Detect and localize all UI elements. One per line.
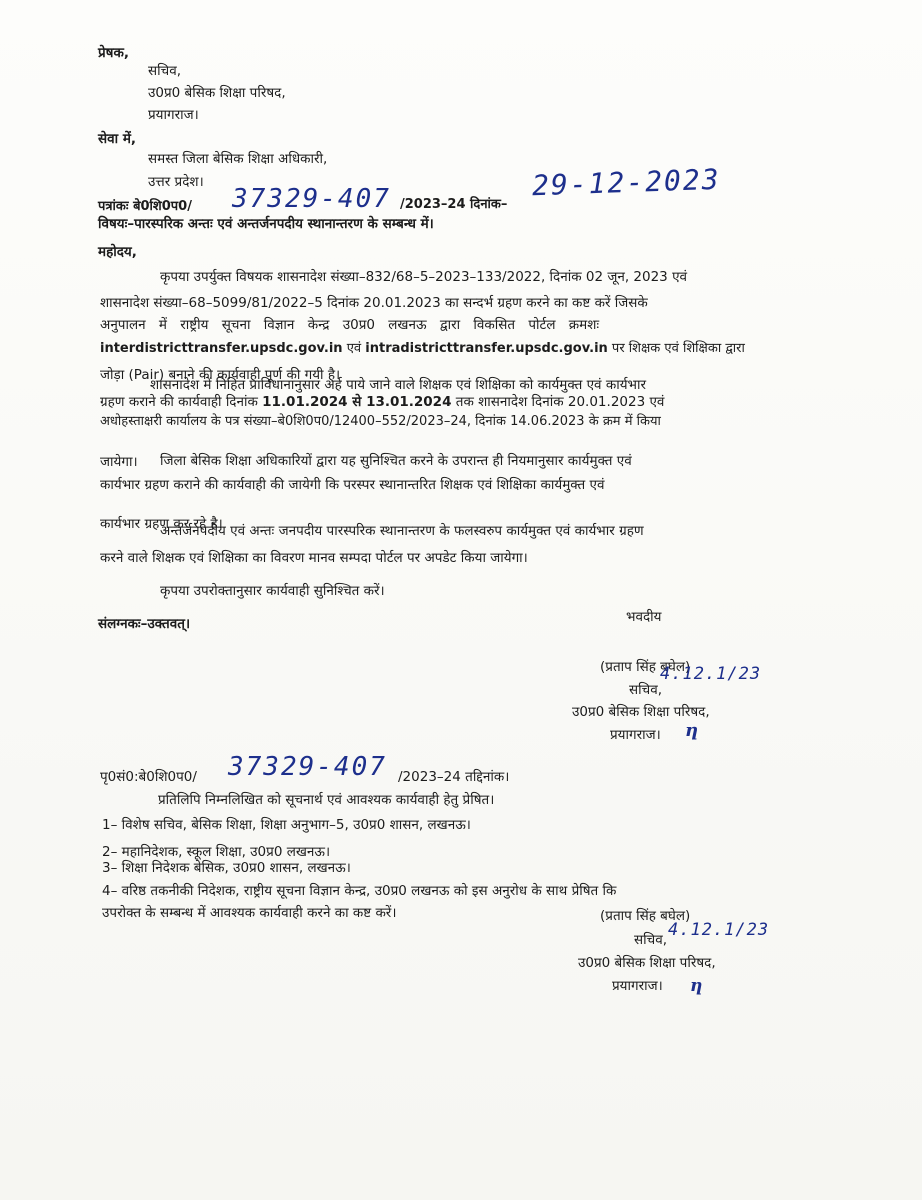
recipient-line-1: समस्त जिला बेसिक शिक्षा अधिकारी,	[148, 151, 328, 167]
signatory-city: प्रयागराज।	[610, 727, 661, 743]
copy-item-3: 3– शिक्षा निदेशक बेसिक, उ0प्र0 शासन, लखनऊ।	[102, 860, 351, 876]
sender-label: प्रेषक,	[98, 45, 129, 61]
para2-line-2-start: ग्रहण कराने की कार्यवाही दिनांक	[100, 394, 263, 410]
para1-line-1: कृपया उपर्युक्त विषयक शासनादेश संख्या–832/68–5–2023–133/2022, दिनांक 02 जून, 2023 एवं	[160, 269, 688, 285]
copy-item-4: 4– वरिष्ठ तकनीकी निदेशक, राष्ट्रीय सूचना विज्ञान केन्द्र, उ0प्र0 लखनऊ को इस अनुरोध के साथ प्रेषित कि	[102, 883, 617, 899]
transfer-date-range: 11.01.2024 से 13.01.2024	[262, 394, 452, 410]
signatory-name: (प्रताप सिंह बघेल)	[600, 659, 691, 675]
letter-ref-suffix: /2023–24 दिनांक–	[400, 197, 508, 212]
para1-line-5: जोड़ा (Pair) बनाने की कार्यवाही पूर्ण की गयी है।	[100, 367, 341, 383]
para3-line-1: जिला बेसिक शिक्षा अधिकारियों द्वारा यह सुनिश्चित करने के उपरान्त ही नियमानुसार कार्यमुक्त एवं	[160, 453, 632, 469]
para1-line-4-mid: एवं	[342, 341, 366, 356]
url-intradistrict: intradistricttransfer.upsdc.gov.in	[365, 341, 608, 356]
signatory-org-2: उ0प्र0 बेसिक शिक्षा परिषद,	[578, 955, 716, 971]
copy-item-4-cont: उपरोक्त के सम्बन्ध में आवश्यक कार्यवाही करने का कष्ट करें।	[102, 905, 397, 921]
subject-line: विषयः–पारस्परिक अन्तः एवं अन्तर्जनपदीय स्थानान्तरण के सम्बन्ध में।	[98, 216, 434, 232]
signatory-name-2: (प्रताप सिंह बघेल)	[600, 908, 691, 924]
handwritten-letter-number: 37329-407	[232, 184, 391, 214]
copy-item-1: 1– विशेष सचिव, बेसिक शिक्षा, शिक्षा अनुभाग–5, उ0प्र0 शासन, लखनऊ।	[102, 817, 471, 833]
para1-line-4-tail: पर शिक्षक एवं शिक्षिका द्वारा	[607, 341, 745, 356]
handwritten-endorsement-number: 37329-407	[228, 752, 387, 782]
signatory-title: सचिव,	[629, 682, 662, 698]
para2-line-4: जायेगा।	[100, 454, 138, 470]
para2-line-1: शासनादेश में निहित प्राविधानानुसार अर्ह पाये जाने वाले शिक्षक एवं शिक्षिका को कार्यमुक्त एवं कार्यभार	[150, 377, 647, 393]
signature-initial-mark: ƞ	[685, 720, 699, 741]
copy-intro: प्रतिलिपि निम्नलिखित को सूचनार्थ एवं आवश्यक कार्यवाही हेतु प्रेषित।	[158, 792, 495, 808]
handwritten-letter-date: 29-12-2023	[531, 162, 722, 203]
sender-line-3: प्रयागराज।	[148, 107, 199, 123]
recipient-label: सेवा में,	[98, 131, 137, 147]
para1-line-2: शासनादेश संख्या–68–5099/81/2022–5 दिनांक 20.01.2023 का सन्दर्भ ग्रहण करने का कष्ट करें जिसके	[100, 295, 648, 311]
signature-initial-mark-2: ƞ	[690, 976, 703, 996]
para1-line-4	[100, 340, 745, 358]
url-interdistrict: interdistricttransfer.upsdc.gov.in	[100, 341, 343, 356]
sender-line-1: सचिव,	[148, 63, 181, 79]
signatory-title-2: सचिव,	[634, 932, 667, 948]
signatory-org: उ0प्र0 बेसिक शिक्षा परिषद,	[572, 704, 710, 720]
para3-line-2: कार्यभार ग्रहण कराने की कार्यवाही की जायेगी कि परस्पर स्थानान्तरित शिक्षक एवं शिक्षिका कार्यमुक्त एवं	[100, 477, 605, 493]
endorsement-ref-suffix: /2023–24 तद्दिनांक।	[398, 769, 510, 785]
copy-item-2: 2– महानिदेशक, स्कूल शिक्षा, उ0प्र0 लखनऊ।	[102, 844, 331, 860]
para2-line-3: अधोहस्ताक्षरी कार्यालय के पत्र संख्या–बे0शि0प0/12400–552/2023–24, दिनांक 14.06.2023 के क्रम में किया	[100, 414, 661, 429]
signature-date-handwritten-2: 4.12.1/23	[668, 920, 770, 940]
letter-ref-prefix: पत्रांकः बे0शि0प0/	[98, 199, 192, 214]
para2-line-2	[100, 393, 664, 411]
enclosure-note: संलग्नकः–उक्तवत्।	[98, 616, 191, 632]
para3-line-3: कार्यभार ग्रहण कर रहे है।	[100, 516, 223, 532]
para4-line-2: करने वाले शिक्षक एवं शिक्षिका का विवरण मानव सम्पदा पोर्टल पर अपडेट किया जायेगा।	[100, 550, 528, 566]
para1-line-3: अनुपालन में राष्ट्रीय सूचना विज्ञान केन्द्र उ0प्र0 लखनऊ द्वारा विकसित पोर्टल क्रमशः	[100, 317, 600, 333]
closing: भवदीय	[626, 609, 662, 625]
endorsement-ref-prefix: पृ0सं0:बे0शि0प0/	[100, 769, 197, 785]
signature-date-handwritten: 4.12.1/23	[660, 664, 762, 684]
signatory-city-2: प्रयागराज।	[612, 978, 663, 994]
para5: कृपया उपरोक्तानुसार कार्यवाही सुनिश्चित करें।	[160, 583, 385, 599]
para4-line-1: अन्तर्जनपदीय एवं अन्तः जनपदीय पारस्परिक स्थानान्तरण के फलस्वरुप कार्यमुक्त एवं कार्यभार ग्रहण	[160, 523, 644, 539]
recipient-line-2: उत्तर प्रदेश।	[148, 174, 204, 190]
sender-line-2: उ0प्र0 बेसिक शिक्षा परिषद,	[148, 85, 286, 101]
para2-line-2-end: तक शासनादेश दिनांक 20.01.2023 एवं	[451, 394, 665, 410]
salutation: महोदय,	[98, 244, 137, 260]
